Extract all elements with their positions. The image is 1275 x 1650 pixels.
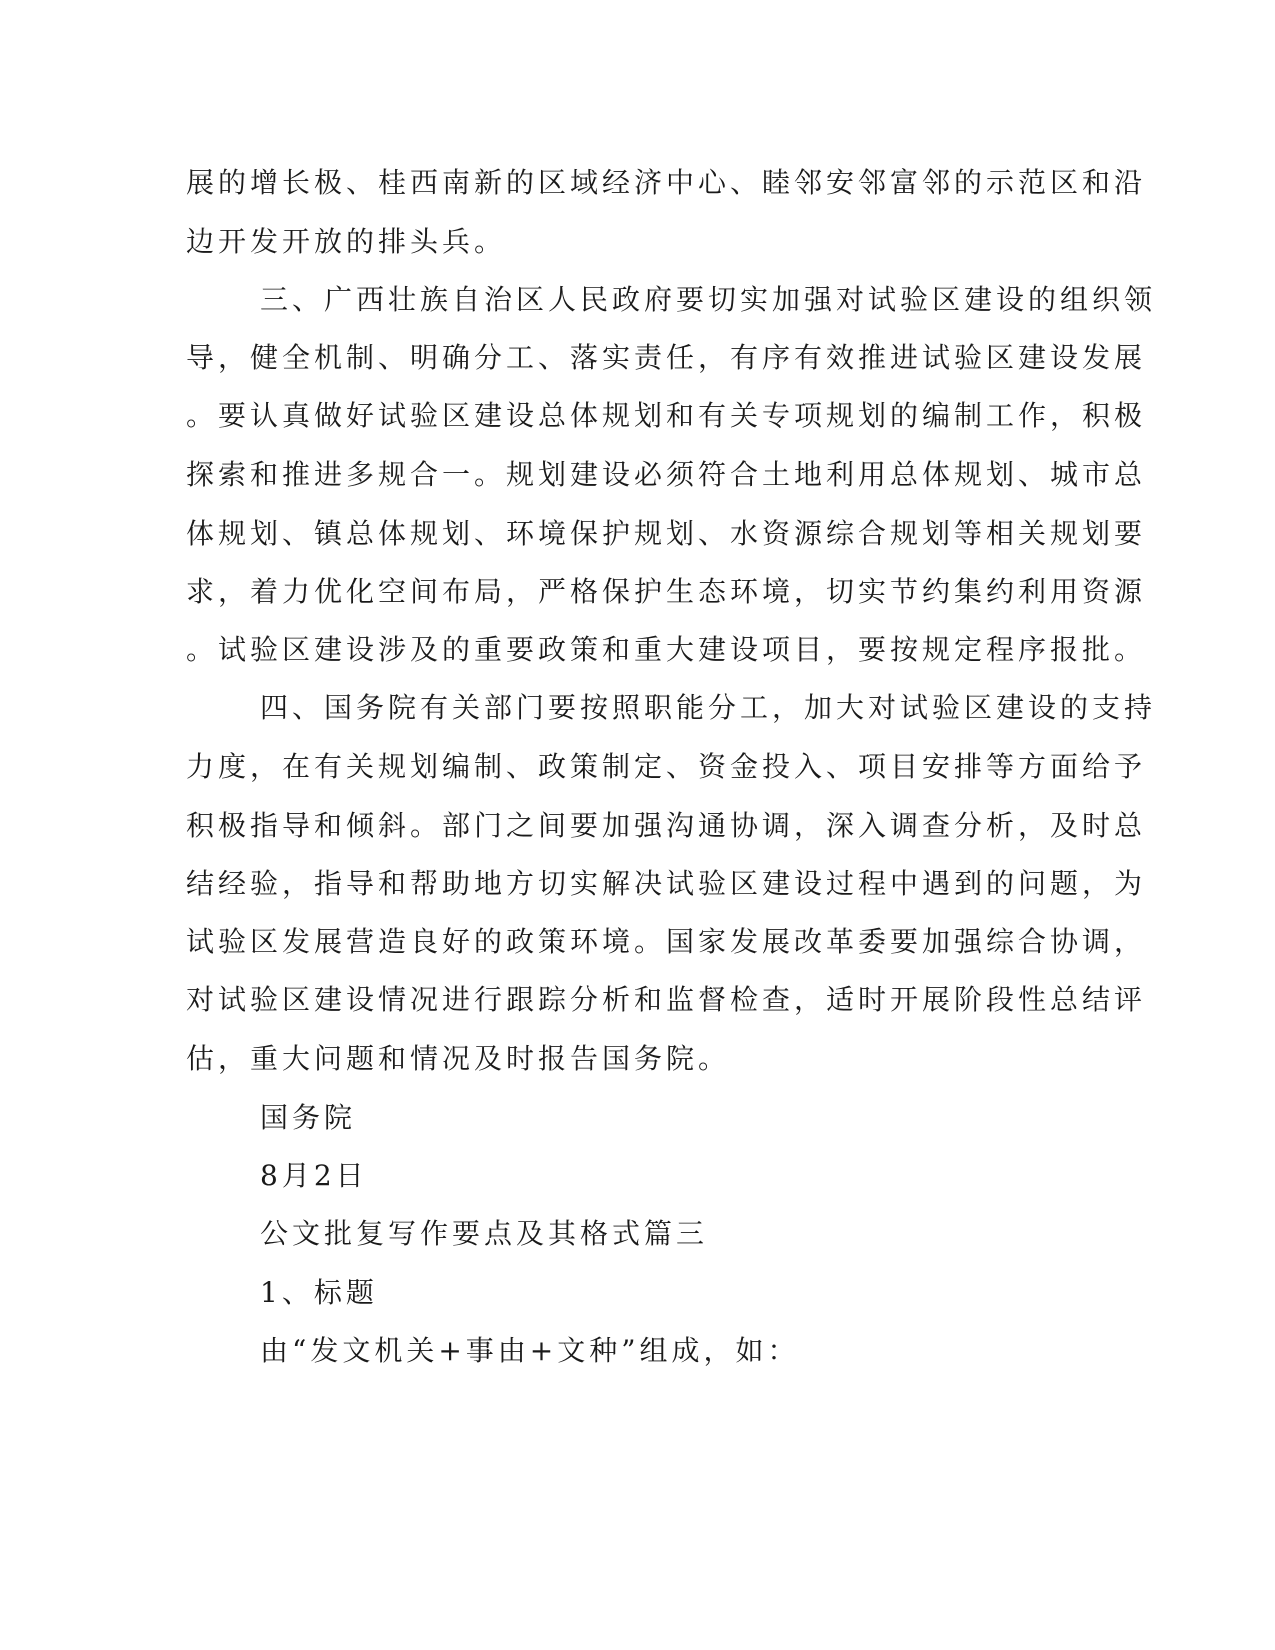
text-line: 对试验区建设情况进行跟踪分析和监督检查，适时开展阶段性总结评 [186,983,1147,1016]
text-line: 试验区发展营造良好的政策环境。国家发展改革委要加强综合协调， [186,925,1147,958]
text-line: 。要认真做好试验区建设总体规划和有关专项规划的编制工作，积极 [186,399,1147,432]
paragraph-four-start: 四、国务院有关部门要按照职能分工，加大对试验区建设的支持 [260,691,1157,724]
section-heading: 公文批复写作要点及其格式篇三 [260,1217,709,1250]
text-line: 积极指导和倾斜。部门之间要加强沟通协调，深入调查分析，及时总 [186,809,1147,842]
text-line: 力度，在有关规划编制、政策制定、资金投入、项目安排等方面给予 [186,750,1147,783]
text-line: 由“发文机关+事由+文种”组成，如： [260,1334,800,1367]
text-line: 展的增长极、桂西南新的区域经济中心、睦邻安邻富邻的示范区和沿 [186,166,1147,199]
signature-date: 8月2日 [260,1159,368,1192]
text-line: 边开发开放的排头兵。 [186,225,507,258]
text-line: 导，健全机制、明确分工、落实责任，有序有效推进试验区建设发展 [186,341,1147,374]
paragraph-three-start: 三、广西壮族自治区人民政府要切实加强对试验区建设的组织领 [260,283,1157,316]
text-line: 体规划、镇总体规划、环境保护规划、水资源综合规划等相关规划要 [186,517,1147,550]
text-line: 结经验，指导和帮助地方切实解决试验区建设过程中遇到的问题，为 [186,867,1147,900]
text-line: 。试验区建设涉及的重要政策和重大建设项目，要按规定程序报批。 [186,633,1147,666]
text-line: 探索和推进多规合一。规划建设必须符合土地利用总体规划、城市总 [186,458,1147,491]
text-line: 求，着力优化空间布局，严格保护生态环境，切实节约集约利用资源 [186,575,1147,608]
signature-issuer: 国务院 [260,1101,357,1134]
subheading-title: 1、标题 [260,1276,378,1309]
text-line: 估，重大问题和情况及时报告国务院。 [186,1042,731,1075]
